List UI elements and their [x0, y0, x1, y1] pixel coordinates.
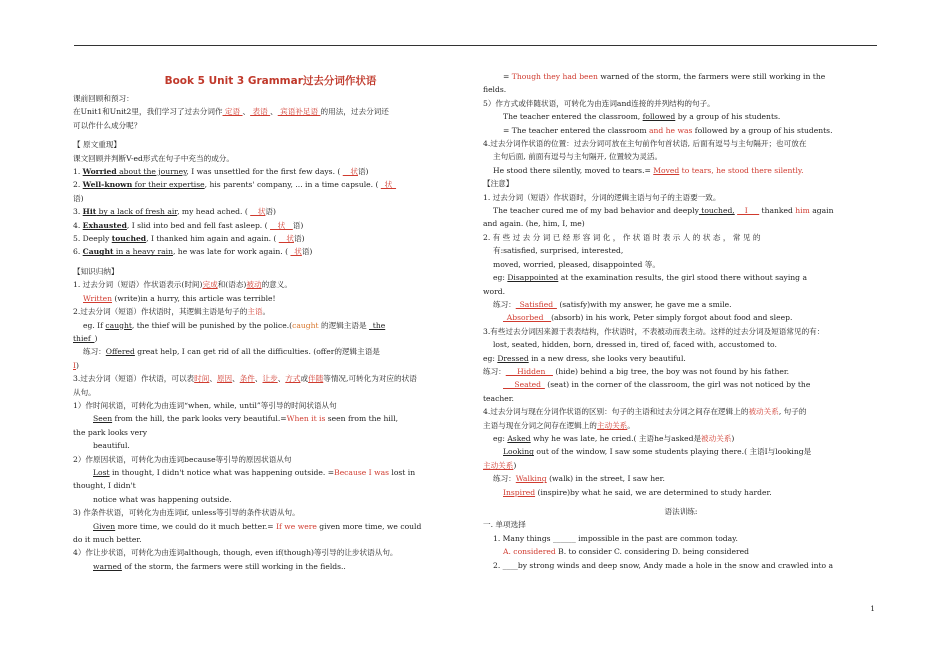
text-line	[483, 271, 879, 284]
answer-underline: Looking	[503, 447, 534, 457]
text-line	[73, 386, 468, 399]
text-line	[73, 453, 468, 466]
text-line	[73, 305, 468, 318]
answer-underline: 定语	[222, 107, 243, 117]
text-span: The teacher entered the classroom,	[503, 112, 643, 122]
answer-underline: __I___	[737, 206, 760, 216]
text-line	[483, 445, 879, 458]
text-line	[483, 432, 879, 445]
answer-underline: Offered	[105, 347, 135, 357]
answer-underline: _the	[368, 320, 386, 330]
text-span: followed by a group of his students.	[692, 125, 833, 135]
text-span: 语)	[294, 234, 305, 244]
text-span: warned of the storm, the farmers were still working in the	[597, 72, 826, 81]
text-span: 可以作什么成分呢？	[73, 120, 142, 130]
text-span: 2.	[73, 180, 83, 190]
text-span: 语)	[292, 220, 304, 230]
text-span: Because I was	[334, 467, 389, 477]
text-span: (hide) behind a big tree, the boy was not found by his father.	[552, 366, 790, 376]
text-span: 2. 有 些 过 去 分 词 已 经 形 容 词 化 ， 作 状 语 时 表 示 人 的 状 态 ， 常 见 的	[483, 232, 761, 242]
answer-underline: caught	[105, 320, 132, 330]
text-span: 4.过去分词作状语的位置：过去分词可放在主句前作句首状语, 后面有逗号与主句隔开；也可放在	[483, 139, 807, 149]
text-line	[73, 506, 468, 519]
text-span: 4）作让步状语，可转化为由连词although, though, even if(though)等引导的让步状语从句。	[73, 548, 398, 558]
text-span: , I was unsettled for the first few days. (	[186, 167, 343, 177]
text-span: again	[809, 206, 834, 216]
text-span: When it is	[286, 414, 326, 424]
text-span: caught	[292, 320, 319, 330]
text-span: 课文回顾并判断V-ed形式在句子中充当的成分。	[73, 153, 234, 163]
text-line	[483, 244, 879, 257]
text-line	[483, 405, 879, 418]
answer-underline: 时间	[194, 374, 210, 384]
text-span: eg:	[493, 273, 508, 283]
answer-underline: by a lack of fresh air	[96, 207, 178, 217]
text-span: He stood there silently, moved to tears.=	[493, 165, 654, 175]
text-line	[483, 486, 879, 499]
text-span: (inspire)by what he said, we are determined to study harder.	[535, 487, 772, 497]
text-line	[73, 332, 468, 345]
text-line	[73, 119, 468, 132]
text-line	[483, 545, 879, 558]
text-span: to tears, he stood there silently.	[679, 165, 804, 175]
answer-underline: 让步	[262, 374, 278, 384]
answer-underline: _状_	[380, 180, 397, 190]
text-line	[483, 204, 879, 217]
text-span: 。	[262, 307, 271, 317]
text-line	[483, 285, 879, 298]
text-span: 、	[242, 107, 251, 117]
text-span: , he was late for work again. (	[172, 247, 291, 257]
text-span: the park looks very	[73, 427, 148, 437]
text-span: , 句子的	[778, 407, 807, 417]
text-span: 2）作原因状语，可转化为由连词because等引导的原因状语从句	[73, 454, 292, 464]
text-span: , I slid into bed and fell fast asleep. (	[126, 220, 271, 230]
text-line	[483, 518, 879, 531]
answer-underline: 被动	[246, 280, 262, 290]
text-line	[73, 92, 468, 105]
answer-underline: ___Seated_	[503, 380, 545, 390]
text-span: why he was late, he cried.( 主语he与asked是	[530, 433, 702, 443]
text-line	[483, 298, 879, 311]
text-span: (satisfy)with my answer, he gave me a smile.	[556, 299, 732, 309]
text-span: teacher.	[483, 393, 514, 403]
text-span: 被动关系	[748, 407, 779, 417]
text-line	[73, 292, 468, 305]
answer-underline: Worried	[82, 167, 117, 177]
text-line	[483, 258, 879, 271]
text-line	[483, 472, 879, 485]
text-span: 2.过去分词（短语）作状语时，其逻辑主语是句子的	[73, 307, 248, 317]
text-line	[73, 345, 468, 358]
text-span: 或	[300, 374, 309, 384]
answer-underline: for their expertise	[132, 180, 205, 190]
text-span: word.	[483, 286, 505, 296]
text-span: 语)	[265, 207, 276, 217]
text-span: 3.	[73, 207, 83, 217]
text-span: 课前回顾和预习：	[73, 94, 134, 103]
text-span: )	[94, 333, 98, 343]
answer-underline: Exhausted	[82, 220, 127, 230]
answer-underline: followed	[642, 112, 676, 122]
text-span: 5）作方式或伴随状语，可转化为由连词and连接的并列结构的句子。	[483, 98, 715, 108]
text-line	[483, 459, 879, 472]
text-line	[73, 493, 468, 506]
text-line	[73, 466, 468, 479]
text-span: The teacher cured me of my bad behavior and deeply	[493, 206, 699, 216]
text-span: lost, seated, hidden, born, dressed in, tired of, faced with, accustomed to.	[493, 340, 777, 350]
text-span: 等情况,可转化为对应的状语	[323, 374, 417, 384]
text-span: 主语	[247, 307, 263, 317]
text-span: from the hill, the park looks very beautiful.=	[112, 414, 287, 424]
text-span: eg:	[493, 433, 508, 443]
text-line	[483, 191, 879, 204]
text-line	[483, 559, 879, 572]
text-line	[73, 138, 468, 151]
text-span: and he was	[648, 125, 693, 135]
text-line	[483, 325, 879, 338]
text-span: him	[795, 206, 810, 216]
answer-underline: 原因	[216, 374, 233, 384]
text-span: (walk) in the street, I saw her.	[546, 474, 665, 484]
text-span: 练习：	[483, 366, 506, 376]
text-span: Book 5 Unit 3 Grammar过去分词作状语	[164, 75, 377, 87]
text-span: )	[513, 460, 517, 470]
text-line	[73, 152, 468, 165]
text-span: at the examination results, the girl stood there without saying a	[558, 273, 807, 283]
text-span: 语)	[301, 247, 313, 257]
answer-underline: _状	[290, 247, 302, 257]
text-line	[73, 105, 468, 118]
text-span: 的逻辑主语是	[318, 320, 369, 330]
text-span: 1.	[73, 167, 83, 177]
answer-underline: 条件	[239, 374, 255, 384]
text-span: in thought, I didn't notice what was happening outside. =	[109, 467, 335, 477]
text-span: , my head ached. (	[177, 207, 251, 217]
answer-underline: Dressed	[497, 353, 529, 363]
header-rule	[74, 45, 877, 46]
text-span: 3) 作条件状语，可转化为由连词if, unless等引导的条件状语从句。	[73, 508, 300, 518]
text-line	[73, 278, 468, 291]
answer-underline: Disappointed	[507, 273, 559, 283]
text-line	[73, 399, 468, 412]
text-span: 语)	[73, 193, 84, 203]
text-line	[73, 546, 468, 559]
answer-underline: 宾语补足语	[277, 107, 321, 117]
text-span: 1）作时间状语，可转化为由连词“when, while, until”等引导的时间状语从句	[73, 400, 337, 410]
answer-underline: Asked	[507, 433, 531, 443]
text-line	[483, 137, 879, 150]
text-span: 、	[232, 374, 240, 384]
answer-underline: 方式	[285, 374, 301, 384]
text-line	[483, 392, 879, 405]
text-span: out of the window, I saw some students playing there.( 主语I与looking是	[533, 447, 812, 457]
answer-underline: 主动关系	[596, 420, 628, 430]
text-line	[483, 532, 879, 545]
text-span: , his parents' company, ... in a time capsule. (	[204, 180, 381, 190]
text-span: 从句。	[73, 387, 96, 397]
text-span: 练习：	[83, 347, 106, 357]
text-line	[73, 560, 468, 573]
text-span: 语法训练:	[664, 507, 698, 516]
text-line	[73, 372, 468, 385]
text-span: notice what was happening outside.	[93, 494, 232, 504]
answer-underline: __状	[250, 207, 266, 217]
text-span: (seat) in the corner of the classroom, the girl was not noticed by the	[544, 380, 811, 390]
text-span: , I thanked him again and again. (	[146, 234, 279, 244]
text-span: 在Unit1和Unit2里，我们学习了过去分词作	[73, 107, 223, 117]
text-line	[73, 479, 468, 492]
answer-underline: _Satisfied_	[515, 299, 557, 309]
answer-underline: Well-known	[82, 180, 133, 190]
text-span: 、	[254, 374, 263, 384]
text-span: do it much better.	[73, 535, 142, 544]
text-line	[73, 178, 468, 191]
answer-underline: Seen	[93, 414, 113, 424]
text-line	[73, 412, 468, 425]
text-line	[483, 177, 879, 190]
text-span: 主语与现在分词之间存在逻辑上的	[483, 420, 597, 430]
text-span: 3.有些过去分词因来源于表表结构，作状语时，不表被动而表主动。这样的过去分词及短语常见的有：	[483, 326, 825, 336]
answer-underline: Moved	[653, 165, 680, 175]
text-span: Though they had been	[511, 72, 598, 81]
text-span: 1. Many things ______ impossible in the past are common today.	[493, 533, 738, 543]
text-span: 2. ____by strong winds and deep snow, Andy made a hole in the snow and crawled into a	[493, 560, 834, 570]
text-line	[73, 205, 468, 218]
text-span: 练习：	[493, 299, 516, 309]
text-line	[483, 419, 879, 432]
text-line	[483, 70, 879, 83]
text-span: 1. 过去分词（短语）作状语时，分词的逻辑主语与句子的主语要一致。	[483, 192, 721, 202]
text-span: great help, I can get rid of all the difficulties. (offer的逻辑主语是	[134, 347, 380, 357]
section-heading	[483, 505, 879, 518]
text-span: 和(语态)	[217, 280, 247, 290]
answer-underline: touched	[111, 234, 147, 244]
text-span: 有:satisfied, surprised, interested,	[493, 246, 624, 256]
text-span: 、	[270, 107, 278, 117]
text-span: )	[76, 360, 79, 370]
page-title	[73, 70, 468, 92]
text-span: 6.	[73, 247, 83, 257]
answer-underline: I	[73, 360, 76, 370]
answer-underline: _Absorbed__	[503, 313, 552, 323]
text-span: 被动关系	[701, 433, 732, 443]
answer-underline: warned	[93, 561, 122, 571]
text-span: moved, worried, pleased, disappointed 等。	[493, 259, 660, 269]
text-span: 4.过去分词与现在分词作状语的区别：句子的主语和过去分词之间存在逻辑上的	[483, 407, 749, 417]
text-line	[483, 338, 879, 351]
text-span: 【知识归纳】	[73, 266, 119, 276]
text-span: given more time, we could	[316, 521, 422, 531]
answer-underline: Hit	[82, 207, 97, 217]
left-column	[73, 70, 468, 573]
text-span: (absorb) in his work, Peter simply forgot about food and sleep.	[551, 313, 793, 323]
text-line	[483, 378, 879, 391]
right-column	[483, 70, 879, 572]
text-span: A. considered	[503, 547, 556, 557]
text-line	[73, 426, 468, 439]
text-line	[483, 97, 879, 110]
text-line	[73, 319, 468, 332]
text-span: eg. If	[83, 320, 106, 330]
answer-underline: Caught	[82, 247, 114, 257]
text-span: more time, we could do it much better.=	[115, 521, 277, 531]
answer-underline: Inspired	[503, 487, 536, 497]
text-line	[483, 150, 879, 163]
text-line	[483, 217, 879, 230]
answer-underline: about the journey	[116, 167, 187, 177]
text-line	[483, 124, 879, 137]
text-line	[483, 110, 879, 123]
text-line	[483, 311, 879, 324]
text-line	[73, 520, 468, 533]
text-line	[483, 164, 879, 177]
text-line	[73, 219, 468, 232]
text-span: thought, I didn't	[73, 481, 136, 491]
text-span: of the storm, the farmers were still working in the fields..	[121, 561, 346, 571]
text-span: 【 原文重现】	[73, 140, 121, 150]
text-span: 5. Deeply	[73, 234, 112, 244]
text-span: seen from the hill,	[325, 414, 399, 424]
text-span: 1. 过去分词（短语）作状语表示(时间)	[73, 280, 203, 290]
text-span: B. to consider C. considering D. being considered	[555, 547, 749, 557]
text-span: , the thief will be punished by the police.(	[131, 320, 293, 330]
answer-underline: thief_	[73, 333, 95, 343]
text-span: If we were	[276, 521, 317, 531]
text-line	[483, 83, 879, 96]
text-span: =	[503, 72, 512, 81]
text-line	[483, 352, 879, 365]
answer-underline: ___Hidden__	[505, 366, 553, 376]
text-span: 的意义。	[261, 280, 292, 290]
text-span: 语)	[357, 167, 369, 177]
answer-underline: 表语	[250, 107, 271, 117]
text-span: 练习：	[493, 474, 516, 484]
text-span: beautiful.	[93, 441, 130, 451]
text-span: eg:	[483, 353, 498, 363]
text-line	[73, 232, 468, 245]
text-span: in a new dress, she looks very beautiful.	[528, 353, 686, 363]
answer-underline: Written	[83, 293, 113, 303]
text-span: (write)in a hurry, this article was terrible!	[112, 293, 276, 303]
answer-underline: Lost	[93, 467, 110, 477]
answer-underline: in a heavy rain	[113, 247, 173, 257]
answer-underline: 完成	[202, 280, 218, 290]
answer-underline: Walking	[515, 474, 547, 484]
text-span: thanked	[759, 206, 796, 216]
text-line	[73, 245, 468, 258]
answer-underline: __状	[278, 234, 294, 244]
text-span: 【注意】	[483, 179, 514, 189]
answer-underline: __状	[342, 167, 358, 177]
text-line	[73, 533, 468, 546]
text-line	[483, 231, 879, 244]
text-span: 、	[277, 374, 286, 384]
answer-underline: __状__	[270, 220, 293, 230]
answer-underline: Given	[93, 521, 116, 531]
answer-underline: touched,	[698, 206, 735, 216]
text-span: 的用法，过去分词还	[320, 107, 389, 117]
text-span: and again. (he, him, I, me)	[483, 219, 585, 229]
page-number: 1	[870, 604, 875, 613]
text-span: lost in	[389, 467, 416, 477]
text-span: fields.	[483, 85, 507, 95]
text-span: 3.过去分词（短语）作状语，可以表	[73, 374, 195, 384]
answer-underline: 主动关系	[483, 460, 514, 470]
text-span: 一. 单项选择	[483, 520, 526, 530]
text-line	[73, 165, 468, 178]
text-line	[73, 359, 468, 372]
text-span: 、	[209, 374, 217, 384]
answer-underline: 伴随	[308, 374, 324, 384]
text-line	[73, 439, 468, 452]
text-span: 主句后面, 前面有逗号与主句隔开, 位置较为灵活。	[493, 152, 663, 162]
text-span: )	[731, 433, 735, 443]
text-span: by a group of his students.	[675, 112, 781, 122]
text-span: 4.	[73, 220, 83, 230]
text-span: = The teacher entered the classroom	[503, 125, 649, 135]
text-line	[73, 265, 468, 278]
text-line	[483, 365, 879, 378]
text-line	[73, 192, 468, 205]
text-span: 。	[627, 420, 635, 430]
